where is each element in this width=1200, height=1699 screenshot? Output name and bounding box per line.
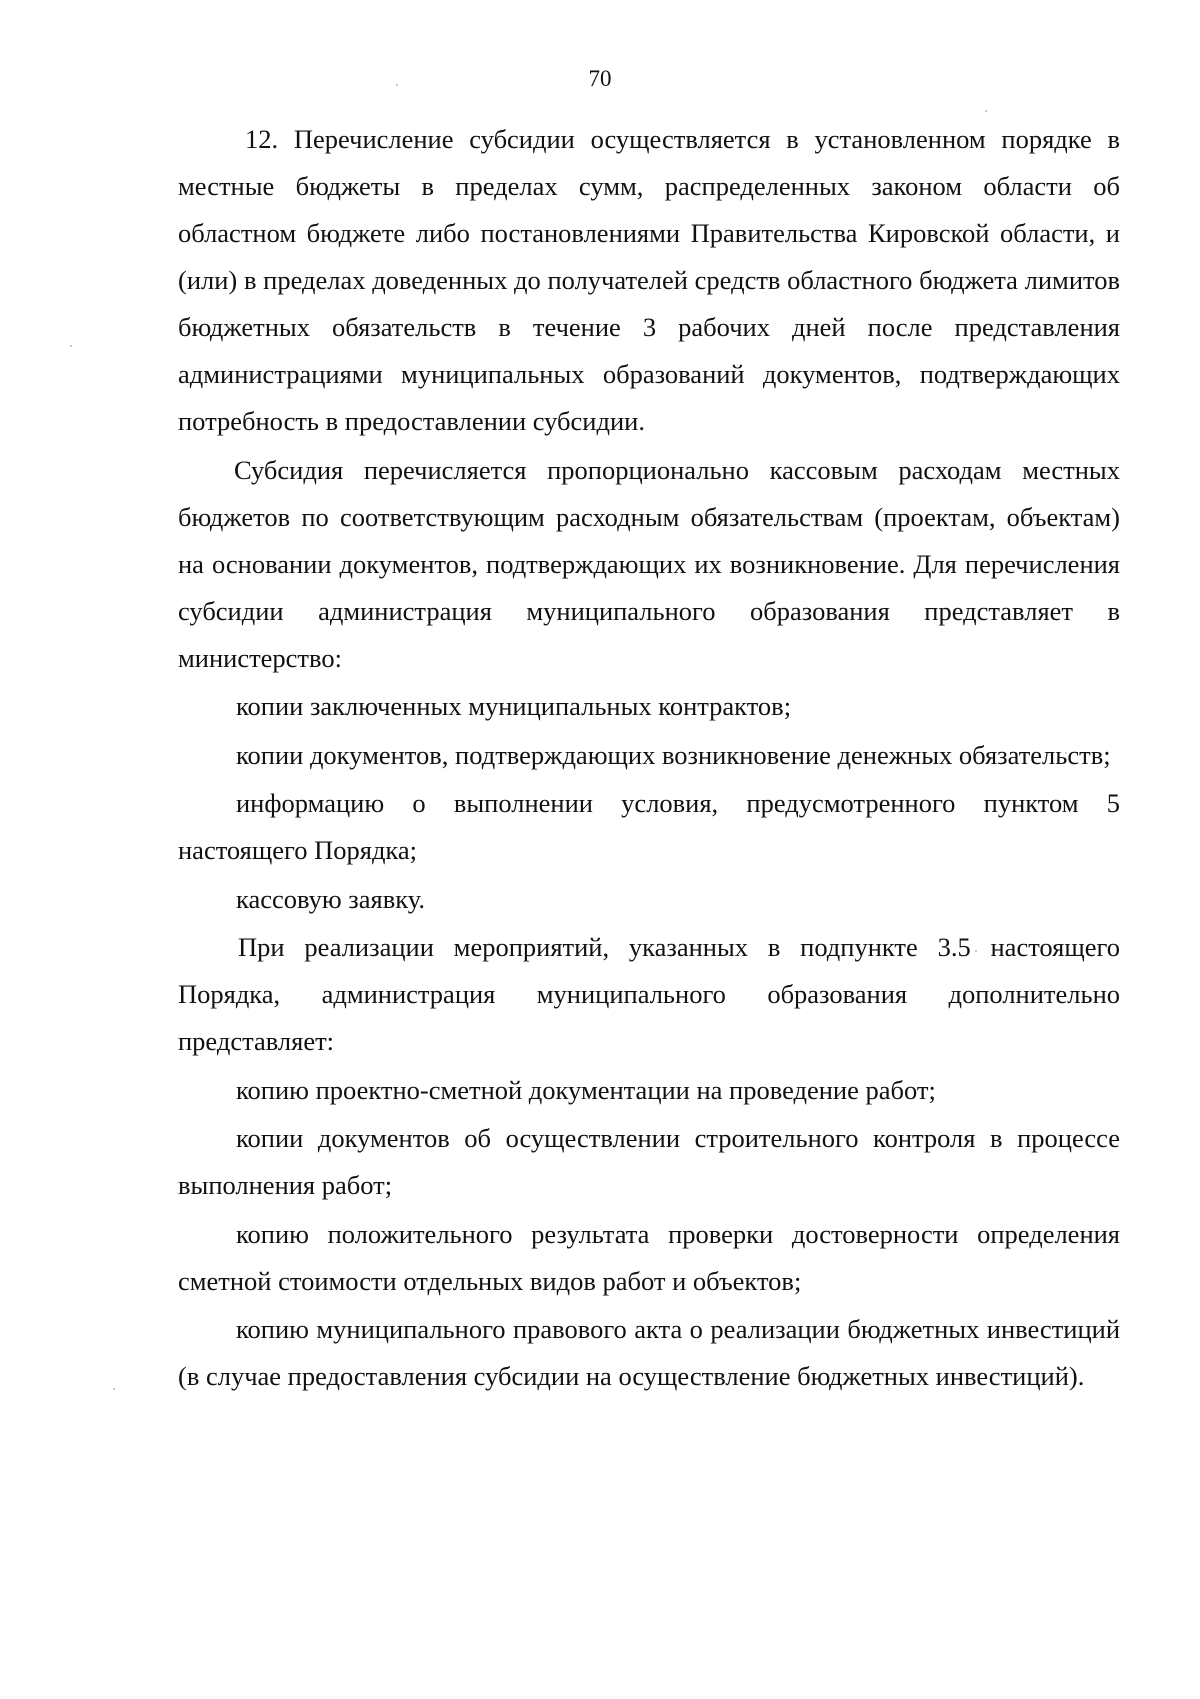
- document-body: [178, 116, 1120, 1402]
- list-item: копии документов об осуществлении строительного контроля в процессе выполнения работ;: [178, 1123, 1120, 1200]
- list-item: копию муниципального правового акта о реализации бюджетных инвестиций (в случае предоставления субсидии на осуществление бюджетных инвестиций).: [178, 1314, 1120, 1391]
- scan-speck: [985, 110, 987, 112]
- list-item: копию проектно-сметной документации на проведение работ;: [236, 1074, 936, 1105]
- list-item: кассовую заявку.: [236, 883, 425, 914]
- list-item: копии документов, подтверждающих возникновение денежных обязательств;: [236, 739, 1111, 770]
- page-number: 70: [588, 66, 612, 91]
- list-item: копии заключенных муниципальных контрактов;: [236, 691, 792, 721]
- list-item: копию положительного результата проверки достоверности определения сметной стоимости отдельных видов работ и объектов;: [178, 1218, 1120, 1296]
- paragraph-additional-documents: При реализации мероприятий, указанных в подпункте 3.5 настоящего Порядка, администрация муниципального образования дополнительно представляет:: [178, 932, 1120, 1056]
- paragraph-transfer-of-subsidy: 12. Перечисление субсидии осуществляется в установленном порядке в местные бюджеты в пределах сумм, распределенных законом области об областном бюджете либо постановлениями Правительства Кировской области, и (или) в пределах доведенных до получателей средств областного бюджета лимитов бюджетных обязательств в течение 3 рабочих дней после представления администрациями муниципальных образований документов, подтверждающих потребность в предоставлении субсидии.: [178, 124, 1120, 436]
- scan-speck: [70, 345, 72, 347]
- scan-speck: [113, 1388, 115, 1390]
- paragraph-proportional-transfer: Субсидия перечисляется пропорционально кассовым расходам местных бюджетов по соответствующим расходным обязательствам (проектам, объектам) на основании документов, подтверждающих их возникновение. Для перечисления субсидии администрация муниципального образования представляет в министерство:: [178, 454, 1120, 673]
- list-item: информацию о выполнении условия, предусмотренного пунктом 5 настоящего Порядка;: [178, 788, 1120, 865]
